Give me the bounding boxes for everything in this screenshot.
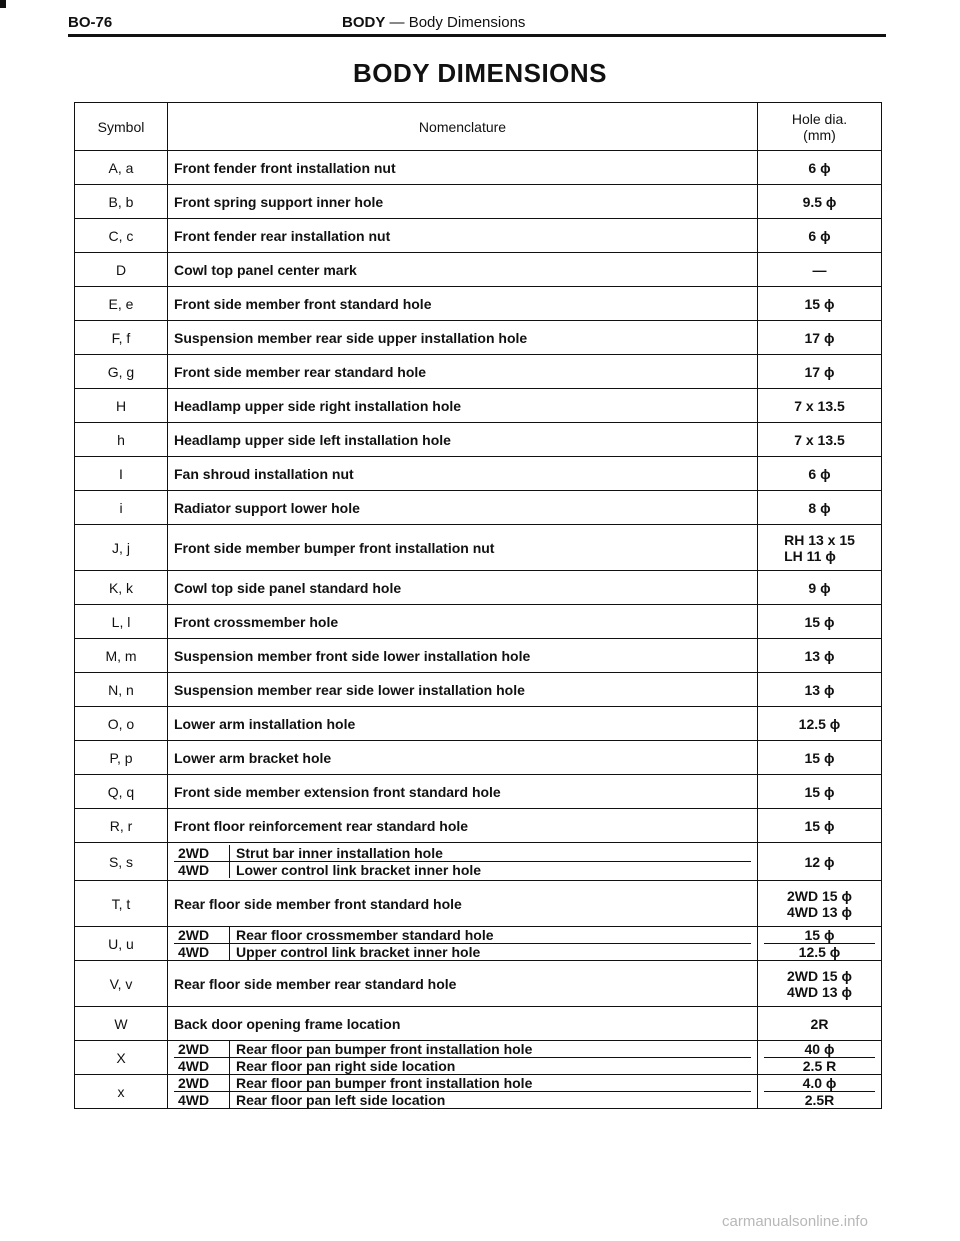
hole-dia-cell: 15 ϕ: [758, 775, 882, 809]
nomenclature-text: Rear floor pan left side location: [236, 1092, 446, 1108]
table-row: [75, 673, 882, 707]
subsection-name: Body Dimensions: [408, 14, 526, 31]
hole-dia-cell: 6 ϕ: [758, 219, 882, 253]
symbol-cell: X: [75, 1041, 168, 1075]
hole-dia-cell: 12 ϕ: [758, 843, 882, 881]
hole-dia-cell: 15 ϕ: [758, 287, 882, 321]
hole-dia-cell: [758, 881, 882, 927]
hole-dia-line2: 4WD 13 ϕ: [787, 903, 852, 920]
hole-dia-cell: 15 ϕ: [758, 605, 882, 639]
title-separator: —: [385, 14, 409, 31]
hole-dia-cell: 6 ϕ: [758, 457, 882, 491]
hole-dia-value: 15 ϕ: [804, 927, 835, 943]
nomenclature-cell: Cowl top panel center mark: [168, 253, 758, 287]
drive-type-label: 2WD: [174, 845, 230, 861]
table-row: [75, 253, 882, 287]
hole-dia-cell: 15 ϕ: [758, 741, 882, 775]
column-header-hole-dia: [758, 103, 882, 151]
symbol-cell: N, n: [75, 673, 168, 707]
nomenclature-cell: Front fender rear installation nut: [168, 219, 758, 253]
drive-split: [174, 1075, 751, 1108]
nomenclature-cell: Suspension member front side lower installation hole: [168, 639, 758, 673]
hole-dia-cell: 17 ϕ: [758, 321, 882, 355]
hole-dia-line2: 4WD 13 ϕ: [787, 983, 852, 1000]
page-title: BODY DIMENSIONS: [352, 58, 608, 88]
table-row: [75, 961, 882, 1007]
table-row: [75, 355, 882, 389]
drive-type-label: 4WD: [174, 944, 230, 960]
nomenclature-cell: Fan shroud installation nut: [168, 457, 758, 491]
page-corner-mark: [0, 0, 6, 8]
column-header-symbol: Symbol: [75, 103, 168, 151]
symbol-cell: S, s: [75, 843, 168, 881]
hole-header-line2: (mm): [803, 126, 836, 143]
hole-dia-line1: 2WD 15 ϕ: [787, 887, 852, 904]
symbol-cell: C, c: [75, 219, 168, 253]
nomenclature-cell: Suspension member rear side upper installation hole: [168, 321, 758, 355]
table-row: [75, 927, 882, 961]
hole-dia-cell: 2R: [758, 1007, 882, 1041]
nomenclature-text: Upper control link bracket inner hole: [236, 944, 481, 960]
table-row: [75, 457, 882, 491]
hole-dia-line2: LH 11 ϕ: [784, 547, 836, 564]
symbol-cell: T, t: [75, 881, 168, 927]
hole-dia-cell: 6 ϕ: [758, 151, 882, 185]
symbol-cell: V, v: [75, 961, 168, 1007]
table-body: [75, 151, 882, 1109]
nomenclature-cell: Front side member bumper front installation nut: [168, 525, 758, 571]
table-row: [75, 185, 882, 219]
symbol-cell: O, o: [75, 707, 168, 741]
table-row: [75, 287, 882, 321]
drive-type-label: 2WD: [174, 1075, 230, 1091]
nomenclature-cell: Headlamp upper side left installation hole: [168, 423, 758, 457]
running-title: [342, 14, 525, 31]
table-row: [75, 639, 882, 673]
symbol-cell: D: [75, 253, 168, 287]
table-row: [75, 741, 882, 775]
nomenclature-cell: Front crossmember hole: [168, 605, 758, 639]
nomenclature-cell: Front floor reinforcement rear standard hole: [168, 809, 758, 843]
table-row: [75, 491, 882, 525]
drive-split: [174, 845, 751, 878]
nomenclature-cell: Front side member front standard hole: [168, 287, 758, 321]
nomenclature-text: Rear floor pan right side location: [236, 1058, 456, 1074]
nomenclature-cell: Lower arm bracket hole: [168, 741, 758, 775]
hole-dia-line1: RH 13 x 15: [784, 531, 855, 548]
nomenclature-cell: Cowl top side panel standard hole: [168, 571, 758, 605]
nomenclature-cell: Front side member rear standard hole: [168, 355, 758, 389]
drive-split: [174, 927, 751, 960]
table-row: [75, 809, 882, 843]
symbol-cell: A, a: [75, 151, 168, 185]
section-name: BODY: [342, 14, 386, 31]
hole-dia-cell: 7 x 13.5: [758, 423, 882, 457]
symbol-cell: I: [75, 457, 168, 491]
nomenclature-cell: Front spring support inner hole: [168, 185, 758, 219]
drive-variant-row: [174, 943, 751, 960]
hole-dia-cell: [758, 927, 882, 961]
drive-type-label: 4WD: [174, 1058, 230, 1074]
hole-dia-cell: 13 ϕ: [758, 639, 882, 673]
symbol-cell: U, u: [75, 927, 168, 961]
table-row: [75, 605, 882, 639]
symbol-cell: W: [75, 1007, 168, 1041]
nomenclature-text: Rear floor crossmember standard hole: [236, 927, 494, 943]
drive-variant-row: [174, 845, 751, 861]
hole-dia-cell: 17 ϕ: [758, 355, 882, 389]
hole-dia-value: 4.0 ϕ: [802, 1075, 837, 1091]
nomenclature-text: Strut bar inner installation hole: [236, 845, 443, 861]
hole-dia-cell: 13 ϕ: [758, 673, 882, 707]
table-row: [75, 707, 882, 741]
table-row: [75, 843, 882, 881]
symbol-cell: Q, q: [75, 775, 168, 809]
hole-dia-cell: [758, 1075, 882, 1109]
hole-dia-stack: [764, 927, 875, 960]
nomenclature-cell: Back door opening frame location: [168, 1007, 758, 1041]
hole-dia-value: 40 ϕ: [804, 1041, 835, 1057]
header-rule: [68, 34, 886, 37]
hole-dia-stack: [764, 1075, 875, 1108]
table-row: [75, 219, 882, 253]
symbol-cell: x: [75, 1075, 168, 1109]
hole-dia-cell: —: [758, 253, 882, 287]
nomenclature-text: Rear floor pan bumper front installation hole: [236, 1075, 533, 1091]
hole-dia-two-line: [784, 532, 855, 564]
symbol-cell: i: [75, 491, 168, 525]
symbol-cell: F, f: [75, 321, 168, 355]
hole-dia-stack: [764, 1041, 875, 1074]
page-header: [68, 12, 884, 36]
symbol-cell: E, e: [75, 287, 168, 321]
nomenclature-cell: Front side member extension front standard hole: [168, 775, 758, 809]
body-dimensions-table: [74, 102, 882, 1109]
nomenclature-text: Lower control link bracket inner hole: [236, 862, 482, 878]
nomenclature-cell: [168, 1075, 758, 1109]
hole-dia-cell: 9 ϕ: [758, 571, 882, 605]
nomenclature-cell: Headlamp upper side right installation hole: [168, 389, 758, 423]
drive-variant-row: [174, 1091, 751, 1108]
table-row: [75, 525, 882, 571]
table-row: [75, 881, 882, 927]
nomenclature-cell: [168, 1041, 758, 1075]
symbol-cell: J, j: [75, 525, 168, 571]
hole-dia-value: 2.5R: [764, 1091, 875, 1108]
watermark: carmanualsonline.info: [722, 1213, 868, 1230]
nomenclature-cell: Suspension member rear side lower installation hole: [168, 673, 758, 707]
table-header-row: [75, 103, 882, 151]
drive-split: [174, 1041, 751, 1074]
hole-dia-cell: 9.5 ϕ: [758, 185, 882, 219]
symbol-cell: M, m: [75, 639, 168, 673]
drive-variant-row: [174, 927, 751, 943]
table-row: [75, 389, 882, 423]
table-row: [75, 775, 882, 809]
hole-dia-two-line: [787, 888, 852, 920]
nomenclature-cell: Lower arm installation hole: [168, 707, 758, 741]
drive-type-label: 2WD: [174, 927, 230, 943]
hole-dia-line1: 2WD 15 ϕ: [787, 967, 852, 984]
table-row: [75, 151, 882, 185]
hole-dia-value: 12.5 ϕ: [764, 943, 875, 960]
drive-variant-row: [174, 1041, 751, 1057]
hole-dia-cell: [758, 961, 882, 1007]
hole-header-line1: Hole dia.: [791, 110, 848, 127]
nomenclature-text: Rear floor pan bumper front installation hole: [236, 1041, 533, 1057]
symbol-cell: h: [75, 423, 168, 457]
table-row: [75, 1007, 882, 1041]
symbol-cell: L, l: [75, 605, 168, 639]
nomenclature-cell: Rear floor side member front standard hole: [168, 881, 758, 927]
symbol-cell: G, g: [75, 355, 168, 389]
hole-dia-two-line: [787, 968, 852, 1000]
page-code: BO-76: [68, 14, 113, 31]
table-row: [75, 423, 882, 457]
drive-variant-row: [174, 861, 751, 878]
symbol-cell: K, k: [75, 571, 168, 605]
nomenclature-cell: [168, 843, 758, 881]
nomenclature-cell: Radiator support lower hole: [168, 491, 758, 525]
symbol-cell: H: [75, 389, 168, 423]
drive-type-label: 2WD: [174, 1041, 230, 1057]
table-row: [75, 321, 882, 355]
table-row: [75, 1075, 882, 1109]
hole-dia-cell: [758, 525, 882, 571]
nomenclature-cell: Rear floor side member rear standard hole: [168, 961, 758, 1007]
table-row: [75, 1041, 882, 1075]
hole-dia-value: 2.5 R: [764, 1057, 875, 1074]
symbol-cell: P, p: [75, 741, 168, 775]
drive-type-label: 4WD: [174, 1092, 230, 1108]
hole-dia-cell: [758, 1041, 882, 1075]
symbol-cell: B, b: [75, 185, 168, 219]
drive-variant-row: [174, 1075, 751, 1091]
nomenclature-cell: Front fender front installation nut: [168, 151, 758, 185]
hole-dia-cell: 7 x 13.5: [758, 389, 882, 423]
drive-variant-row: [174, 1057, 751, 1074]
table-row: [75, 571, 882, 605]
hole-dia-cell: 8 ϕ: [758, 491, 882, 525]
hole-dia-cell: 12.5 ϕ: [758, 707, 882, 741]
drive-type-label: 4WD: [174, 862, 230, 878]
symbol-cell: R, r: [75, 809, 168, 843]
column-header-nomenclature: Nomenclature: [168, 103, 758, 151]
hole-dia-cell: 15 ϕ: [758, 809, 882, 843]
nomenclature-cell: [168, 927, 758, 961]
